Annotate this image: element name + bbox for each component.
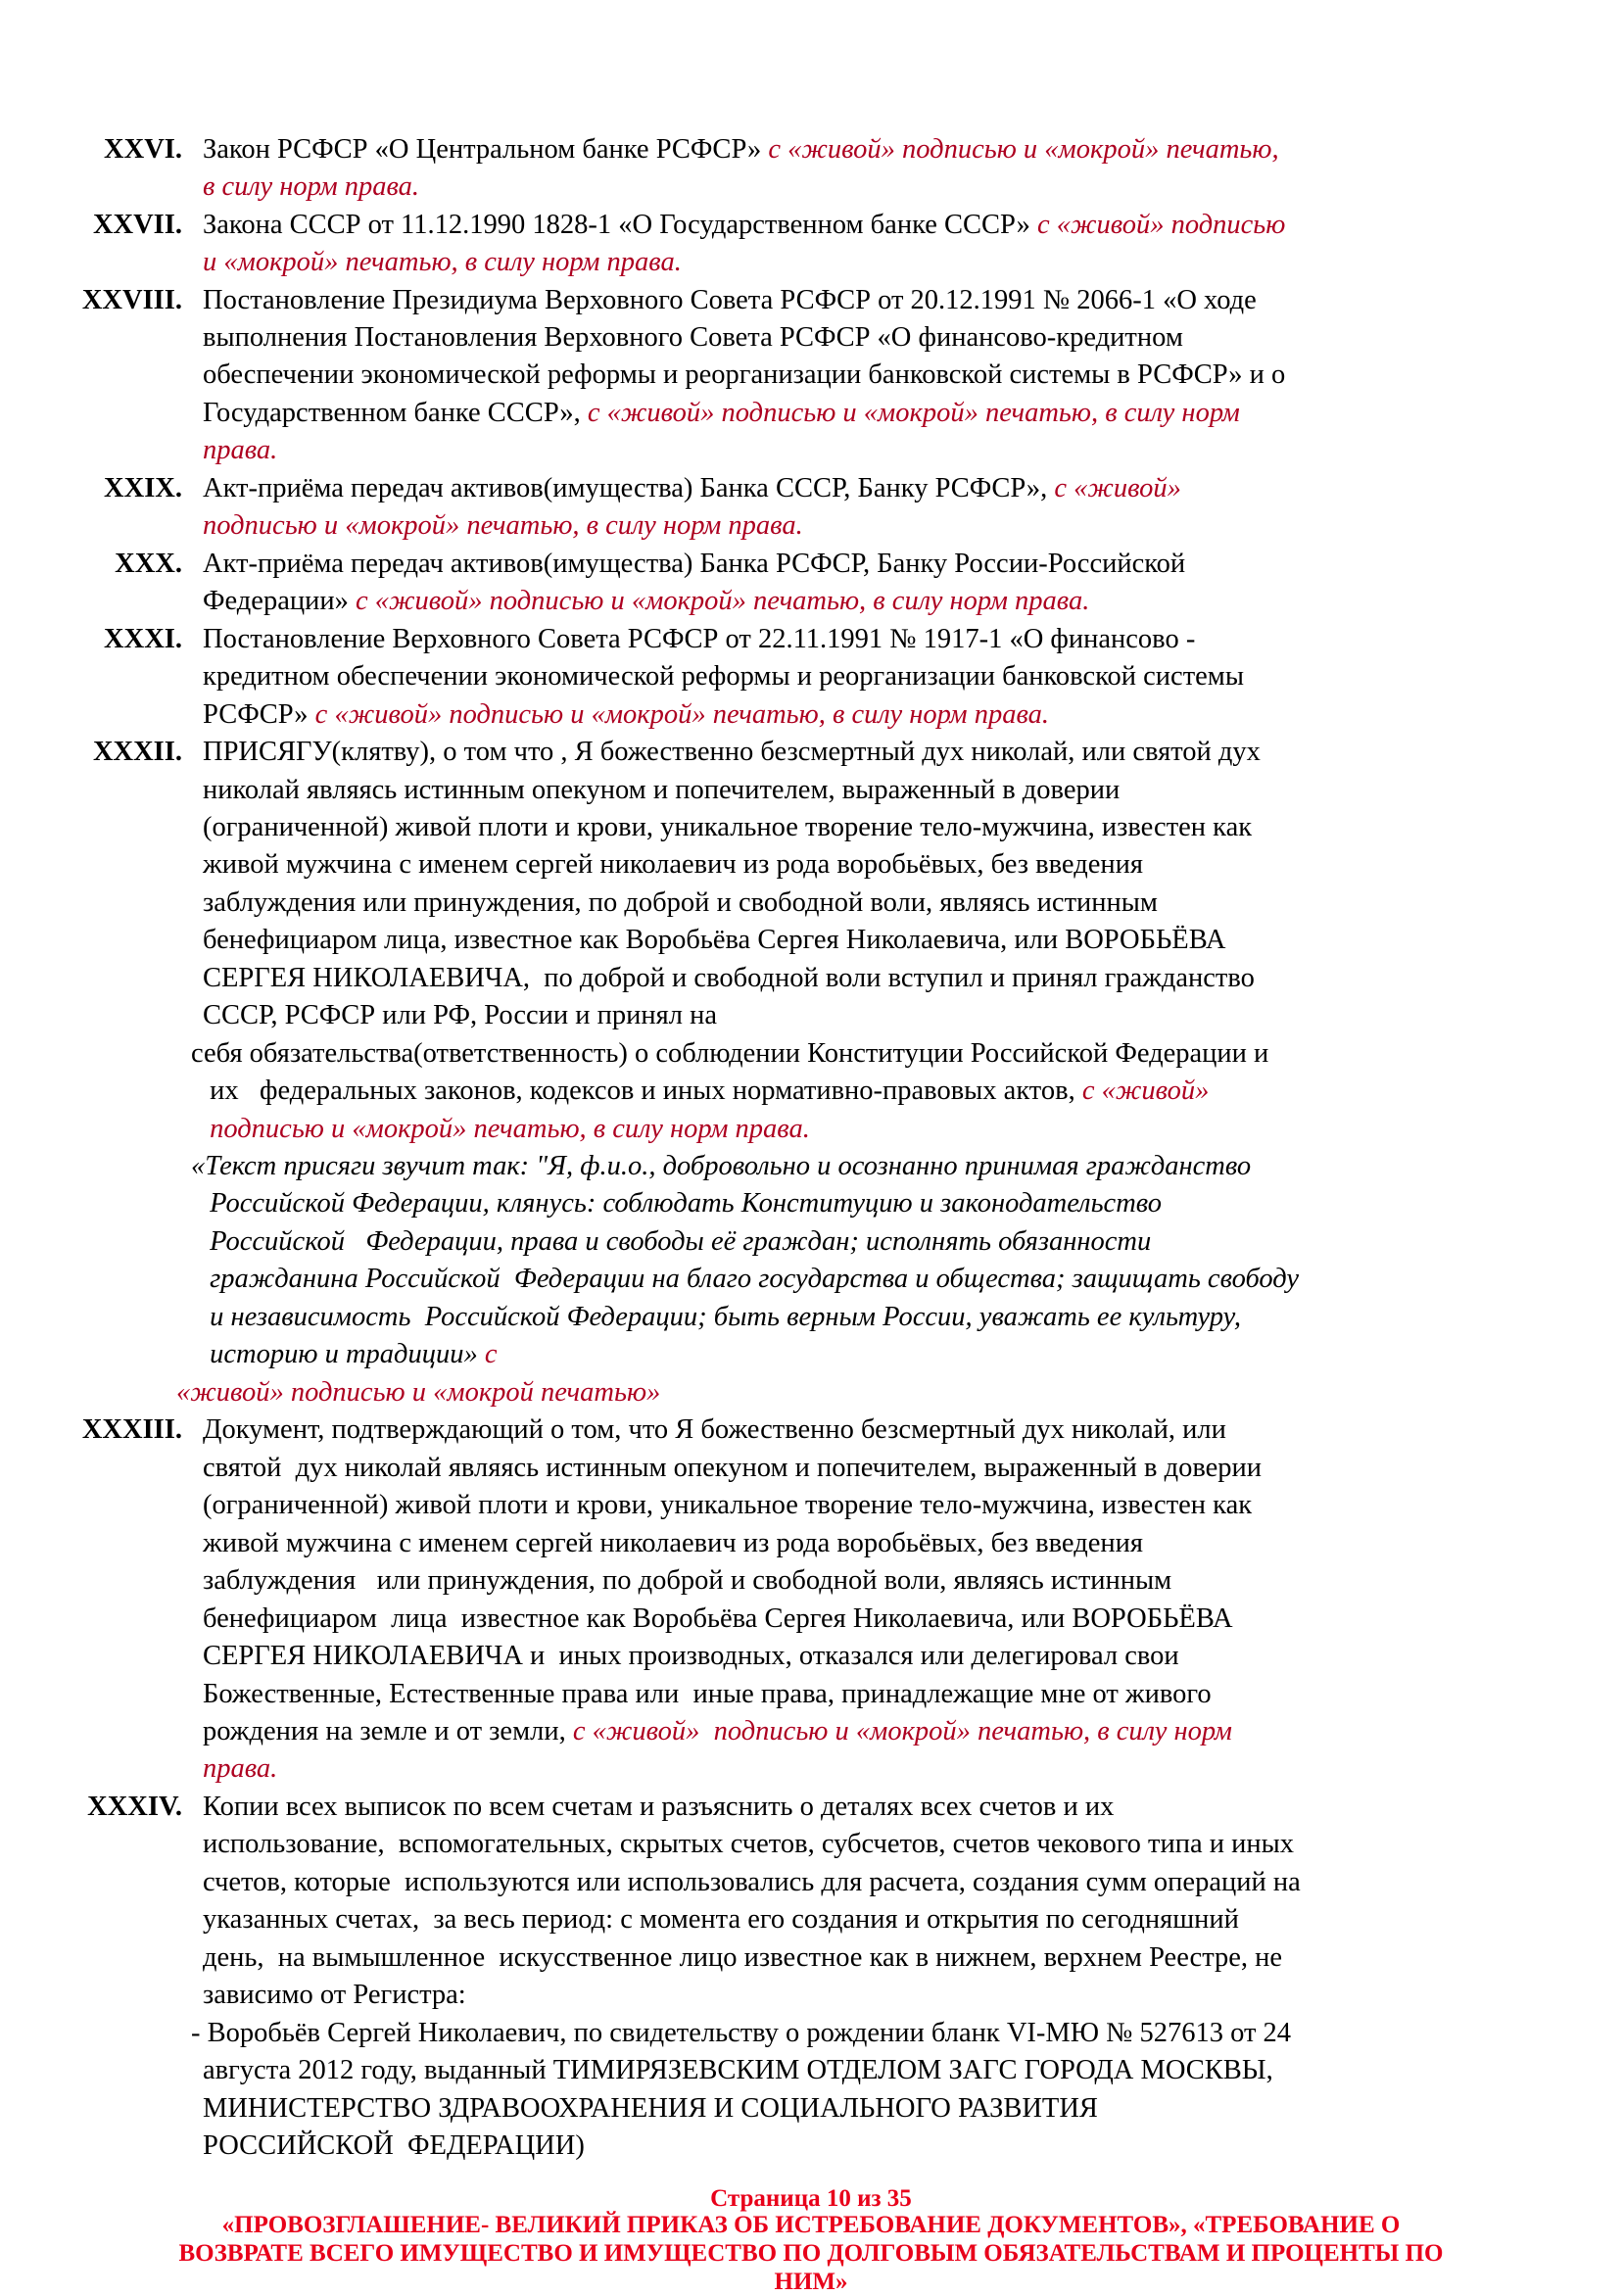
text-line (203, 283, 1257, 318)
body-text: Акт-приёма передач активов(имущества) Банка СССР, Банку РСФСР», (203, 473, 1055, 503)
body-text: РОССИЙСКОЙ ФЕДЕРАЦИИ) (203, 2130, 585, 2161)
text-line (203, 1488, 1252, 1523)
body-text: кредитном обеспечении экономической реформы и реорганизации банковской системы (203, 661, 1244, 692)
text-line (203, 396, 1240, 431)
item-number: XXXIII. (81, 1414, 182, 1445)
text-line (203, 433, 277, 468)
text-line (191, 1036, 1268, 1072)
body-text: использование, вспомогательных, скрытых счетов, субсчетов, счетов чекового типа и иных (203, 1829, 1295, 1859)
text-line (203, 1940, 1282, 1976)
body-text: Божественные, Естественные права или иные права, принадлежащие мне от живого (203, 1679, 1212, 1709)
text-line (203, 810, 1252, 845)
body-text: Постановление Президиума Верховного Совета РСФСР от 20.12.1991 № 2066-1 «О ходе (203, 285, 1257, 315)
body-text: Закона СССР от 11.12.1990 1828-1 «О Государственном банке СССР» (203, 210, 1037, 240)
body-text: рождения на земле и от земли, (203, 1716, 573, 1746)
signature-seal-note: права. (203, 1753, 278, 1784)
item-number: XXXI. (104, 624, 182, 654)
body-text: СЕРГЕЯ НИКОЛАЕВИЧА, по доброй и свободной воли вступил и принял гражданство (203, 963, 1255, 993)
text-line (203, 471, 1181, 506)
text-line (191, 1149, 1251, 1184)
text-line (203, 1790, 1114, 1825)
text-line (176, 1375, 660, 1411)
text-line (203, 885, 1158, 921)
signature-seal-note: с «живой» подписью (1036, 210, 1286, 240)
text-line (203, 358, 1285, 393)
signature-seal-note: с «живой» (1054, 473, 1181, 503)
signature-seal-note: с «живой» (1081, 1076, 1210, 1106)
body-text: зависимо от Регистра: (203, 1980, 466, 2010)
oath-quote-text: Российской Федерации, клянусь: соблюдать Конституцию и законодательство (203, 1188, 1163, 1219)
text-line (203, 1751, 277, 1787)
body-text: указанных счетах, за весь период: с момента его создания и открытия по сегодняшний (203, 1904, 1239, 1935)
text-line (203, 1677, 1212, 1712)
signature-seal-note: «живой» подписью и «мокрой печатью» (176, 1377, 661, 1408)
body-text: бенефициаром лица известное как Воробьёва Сергея Николаевича, или ВОРОБЬЁВА (203, 1603, 1233, 1634)
body-text: день, на вымышленное искусственное лицо известное как в нижнем, верхнем Реестре, не (203, 1942, 1283, 1973)
body-text: Закон РСФСР «О Центральном банке РСФСР» (203, 134, 769, 165)
body-text: заблуждения или принуждения, по доброй и свободной воли, являясь истинным (203, 887, 1158, 918)
signature-seal-note: с «живой» подписью и «мокрой» печатью, в силу норм права. (355, 586, 1090, 616)
body-text: себя обязательства(ответственность) о соблюдении Конституции Российской Федерации и (191, 1038, 1269, 1069)
body-text: (ограниченной) живой плоти и крови, уникальное творение тело-мужчина, известен как (203, 1490, 1253, 1520)
body-text: Документ, подтверждающий о том, что Я божественно безсмертный дух николай, или (203, 1414, 1226, 1445)
body-text: Постановление Верховного Совета РСФСР от 22.11.1991 № 1917-1 «О финансово - (203, 624, 1196, 654)
signature-seal-note: подписью и «мокрой» печатью, в силу норм права. (203, 510, 803, 541)
item-number: XXX. (115, 549, 182, 579)
text-line (203, 773, 1120, 808)
text-line (203, 208, 1285, 243)
signature-seal-note: права. (203, 435, 278, 465)
footer-title-line: «ПРОВОЗГЛАШЕНИЕ- ВЕЛИКИЙ ПРИКАЗ ОБ ИСТРЕБОВАНИЕ ДОКУМЕНТОВ», «ТРЕБОВАНИЕ О (221, 2212, 1401, 2238)
oath-quote-text: и независимость Российской Федерации; быть верным России, уважать ее культуру, (203, 1302, 1241, 1332)
body-text: бенефициаром лица, известное как Воробьёва Сергея Николаевича, или ВОРОБЬЁВА (203, 925, 1226, 955)
item-number: XXXIV. (87, 1792, 182, 1822)
text-line (191, 2016, 1291, 2051)
body-text: СССР, РСФСР или РФ, России и принял на (203, 1000, 718, 1030)
text-line (203, 735, 1261, 770)
signature-seal-note: и «мокрой» печатью, в силу норм права. (203, 247, 682, 277)
text-line (203, 1639, 1179, 1674)
text-line (203, 1902, 1239, 1937)
text-line (203, 2053, 1273, 2088)
item-number: XXVII. (92, 210, 182, 240)
text-line (203, 1978, 466, 2013)
text-line (203, 1337, 497, 1372)
text-line (203, 1602, 1233, 1637)
signature-seal-note: с «живой» подписью и «мокрой» печатью, в силу норм (587, 398, 1240, 428)
oath-quote-text: гражданина Российской Федерации на благо государства и общества; защищать свободу (203, 1264, 1299, 1294)
text-line (203, 584, 1089, 619)
text-line (203, 697, 1049, 733)
text-line (203, 508, 803, 544)
oath-quote-text: Российской Федерации, права и свободы её граждан; исполнять обязанности (203, 1226, 1152, 1257)
text-line (203, 1865, 1301, 1900)
text-line (203, 1526, 1143, 1561)
text-line (203, 169, 419, 205)
page-number: Страница 10 из 35 (710, 2185, 912, 2212)
body-text: заблуждения или принуждения, по доброй и свободной воли, являясь истинным (203, 1565, 1172, 1596)
text-line (203, 1112, 810, 1147)
text-line (203, 1412, 1226, 1448)
body-text: - Воробьёв Сергей Николаевич, по свидетельству о рождении бланк VI-МЮ № 527613 от 24 (191, 2018, 1292, 2048)
item-number: XXVIII. (81, 285, 182, 315)
item-number: XXIX. (104, 473, 182, 503)
footer-title-line: ВОЗВРАТЕ ВСЕГО ИМУЩЕСТВО И ИМУЩЕСТВО ПО ДОЛГОВЫМ ОБЯЗАТЕЛЬСТВАМ И ПРОЦЕНТЫ ПО (178, 2240, 1444, 2267)
text-line (203, 998, 717, 1033)
body-text: живой мужчина с именем сергей николаевич из рода воробьёвых, без введения (203, 849, 1143, 880)
text-line (203, 1563, 1171, 1599)
signature-seal-note: с «живой» подписью и «мокрой» печатью, в силу норм права. (314, 699, 1050, 730)
text-line (203, 132, 1279, 167)
body-text: МИНИСТЕРСТВО ЗДРАВООХРАНЕНИЯ И СОЦИАЛЬНОГО РАЗВИТИЯ (203, 2093, 1098, 2124)
text-line (203, 659, 1244, 694)
item-number: XXXII. (92, 737, 182, 767)
signature-seal-note: с «живой» подписью и «мокрой» печатью, (768, 134, 1279, 165)
text-line (203, 320, 1183, 356)
text-line (203, 1451, 1262, 1486)
body-text: обеспечении экономической реформы и реорганизации банковской системы в РСФСР» и о (203, 359, 1286, 390)
text-line (203, 622, 1195, 657)
body-text: Копии всех выписок по всем счетам и разъяснить о деталях всех счетов и их (203, 1792, 1115, 1822)
body-text: СЕРГЕЯ НИКОЛАЕВИЧА и иных производных, отказался или делегировал свои (203, 1641, 1179, 1671)
text-line (203, 847, 1143, 883)
body-text: РСФСР» (203, 699, 315, 730)
text-line (203, 1186, 1162, 1221)
body-text: Государственном банке СССР», (203, 398, 588, 428)
text-line (203, 547, 1185, 582)
signature-seal-note: в силу норм права. (203, 171, 420, 202)
body-text: счетов, которые используются или использовались для расчета, создания сумм операций на (203, 1867, 1301, 1897)
body-text: августа 2012 году, выданный ТИМИРЯЗЕВСКИМ ОТДЕЛОМ ЗАГС ГОРОДА МОСКВЫ, (203, 2055, 1273, 2085)
body-text: святой дух николай являясь истинным опекуном и попечителем, выраженный в доверии (203, 1453, 1263, 1483)
oath-quote-text: «Текст присяги звучит так: "Я, ф.и.о., добровольно и осознанно принимая гражданство (191, 1151, 1252, 1181)
body-text: живой мужчина с именем сергей николаевич из рода воробьёвых, без введения (203, 1528, 1143, 1558)
oath-quote-text: историю и традиции» (203, 1339, 485, 1369)
text-line (203, 961, 1255, 996)
signature-seal-note: подписью и «мокрой» печатью, в силу норм права. (203, 1114, 810, 1144)
text-line (203, 2091, 1098, 2127)
body-text: Федерации» (203, 586, 356, 616)
signature-seal-note: с (484, 1339, 498, 1369)
text-line (203, 1300, 1241, 1335)
text-line (203, 1262, 1299, 1297)
text-line (203, 1827, 1294, 1862)
text-line (203, 1224, 1151, 1260)
body-text: ПРИСЯГУ(клятву), о том что , Я божественно безсмертный дух николай, или святой дух (203, 737, 1261, 767)
text-line (203, 245, 682, 280)
footer-title-line: НИМ» (774, 2269, 848, 2295)
text-line (203, 923, 1226, 958)
body-text: николай являясь истинным опекуном и попечителем, выраженный в доверии (203, 775, 1121, 805)
item-number: XXVI. (104, 134, 182, 165)
signature-seal-note: с «живой» подписью и «мокрой» печатью, в силу норм (572, 1716, 1232, 1746)
body-text: их федеральных законов, кодексов и иных нормативно-правовых актов, (203, 1076, 1082, 1106)
text-line (203, 2129, 585, 2164)
text-line (203, 1714, 1232, 1749)
body-text: выполнения Постановления Верховного Совета РСФСР «О финансово-кредитном (203, 322, 1183, 353)
body-text: (ограниченной) живой плоти и крови, уникальное творение тело-мужчина, известен как (203, 812, 1253, 842)
text-line (203, 1074, 1209, 1109)
body-text: Акт-приёма передач активов(имущества) Банка РСФСР, Банку России-Российской (203, 549, 1186, 579)
